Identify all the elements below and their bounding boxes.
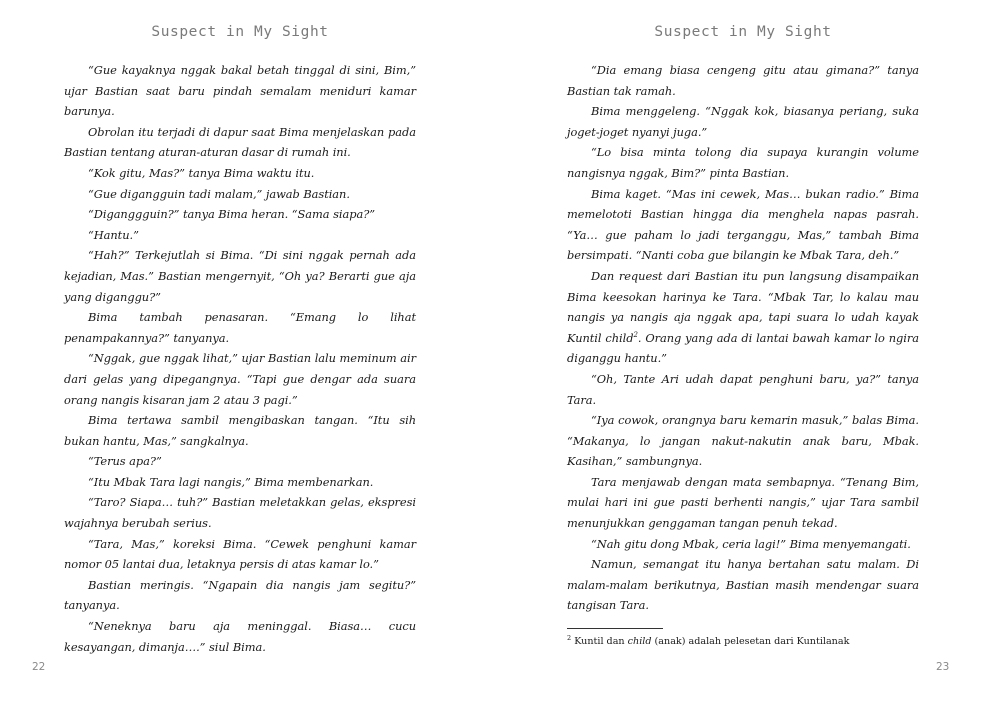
paragraph-text: . Orang yang ada di lantai bawah kamar lo ngira diganggu hantu.” xyxy=(567,330,919,366)
running-head: Suspect in My Sight xyxy=(654,24,832,40)
paragraph: Bima tertawa sambil mengibaskan tangan. “Itu sih bukan hantu, Mas,” sangkalnya. xyxy=(64,413,416,448)
paragraph: “Nah gitu dong Mbak, ceria lagi!” Bima menyemangati. xyxy=(591,536,911,551)
left-body-text xyxy=(64,60,416,657)
paragraph: “Itu Mbak Tara lagi nangis,” Bima membenarkan. xyxy=(88,474,374,489)
paragraph: “Diganggguin?” tanya Bima heran. “Sama siapa?” xyxy=(88,207,376,222)
paragraph: “Dia emang biasa cengeng gitu atau gimana?” tanya Bastian tak ramah. xyxy=(567,63,919,98)
paragraph-text: Dan request dari Bastian itu pun langsung disampaikan Bima keesokan harinya ke Tara. “Mbak Tar, lo kalau mau nangis ya nangis aja nggak apa, tapi suara lo udah kayak Kuntil child xyxy=(567,268,919,345)
right-page xyxy=(492,0,983,718)
paragraph: Obrolan itu terjadi di dapur saat Bima menjelaskan pada Bastian tentang aturan-aturan dasar di rumah ini. xyxy=(64,124,416,160)
paragraph: “Oh, Tante Ari udah dapat penghuni baru, ya?” tanya Tara. xyxy=(567,371,919,407)
paragraph: Bima kaget. “Mas ini cewek, Mas… bukan radio.” Bima memelototi Bastian hingga dia menghela napas pasrah. “Ya… gue paham lo jadi terganggu, Mas,” tambah Bima bersimpati. “Nanti coba gue bilangin ke Mbak Tara, deh.” xyxy=(567,186,919,263)
paragraph: Bima tambah penasaran. “Emang lo lihat penampakannya?” tanyanya. xyxy=(64,310,416,345)
paragraph: “Neneknya baru aja meninggal. Biasa… cucu kesayangan, dimanja….” siul Bima. xyxy=(64,619,416,654)
paragraph: “Nggak, gue nggak lihat,” ujar Bastian lalu meminum air dari gelas yang dipegangnya. “Tapi gue dengar ada suara orang nangis kisaran jam 2 atau 3 pagi.” xyxy=(64,351,416,407)
paragraph: “Hah?” Terkejutlah si Bima. “Di sini nggak pernah ada kejadian, Mas.” Bastian mengernyit, “Oh ya? Berarti gue aja yang diganggu?” xyxy=(64,248,416,304)
right-body-text xyxy=(567,60,919,616)
footnote-text: Kuntil dan xyxy=(574,636,628,648)
footnote xyxy=(567,632,947,648)
paragraph: “Iya cowok, orangnya baru kemarin masuk,” balas Bima. “Makanya, lo jangan nakut-nakutin anak baru, Mbak. Kasihan,” sambungnya. xyxy=(567,413,919,469)
running-head: Suspect in My Sight xyxy=(151,24,329,40)
paragraph: “Terus apa?” xyxy=(88,454,162,469)
paragraph: “Lo bisa minta tolong dia supaya kurangin volume nangisnya nggak, Bim?” pinta Bastian. xyxy=(567,145,919,180)
paragraph: Namun, semangat itu hanya bertahan satu malam. Di malam-malam berikutnya, Bastian masih mendengar suara tangisan Tara. xyxy=(567,557,919,613)
paragraph: “Kok gitu, Mas?” tanya Bima waktu itu. xyxy=(88,165,315,180)
paragraph: Bima menggeleng. “Nggak kok, biasanya periang, suka joget-joget nyanyi juga.” xyxy=(567,104,919,139)
paragraph: Bastian meringis. “Ngapain dia nangis jam segitu?” tanyanya. xyxy=(64,577,416,613)
paragraph: “Tara, Mas,” koreksi Bima. “Cewek penghuni kamar nomor 05 lantai dua, letaknya persis di atas kamar lo.” xyxy=(64,536,416,572)
left-page xyxy=(0,0,491,718)
footnote-italic-term: child xyxy=(627,636,652,648)
page-number: 22 xyxy=(32,661,46,673)
paragraph: “Taro? Siapa… tuh?” Bastian meletakkan gelas, ekspresi wajahnya berubah serius. xyxy=(64,495,416,531)
paragraph: Tara menjawab dengan mata sembapnya. “Tenang Bim, mulai hari ini gue pasti berhenti nangis,” ujar Tara sambil menunjukkan genggaman tangan penuh tekad. xyxy=(567,474,919,531)
footnote-marker: 2 xyxy=(567,634,572,642)
footnote-reference[interactable]: 2 xyxy=(633,330,638,339)
paragraph: “Gue digangguin tadi malam,” jawab Bastian. xyxy=(88,186,350,201)
paragraph: “Gue kayaknya nggak bakal betah tinggal di sini, Bim,” ujar Bastian saat baru pindah semalam meniduri kamar barunya. xyxy=(64,63,416,119)
paragraph-with-footnote xyxy=(567,266,919,369)
footnote-text: (anak) adalah pelesetan dari Kuntilanak xyxy=(651,636,850,648)
footnote-divider xyxy=(567,628,663,629)
page-number: 23 xyxy=(936,661,950,673)
paragraph: “Hantu.” xyxy=(88,227,139,242)
